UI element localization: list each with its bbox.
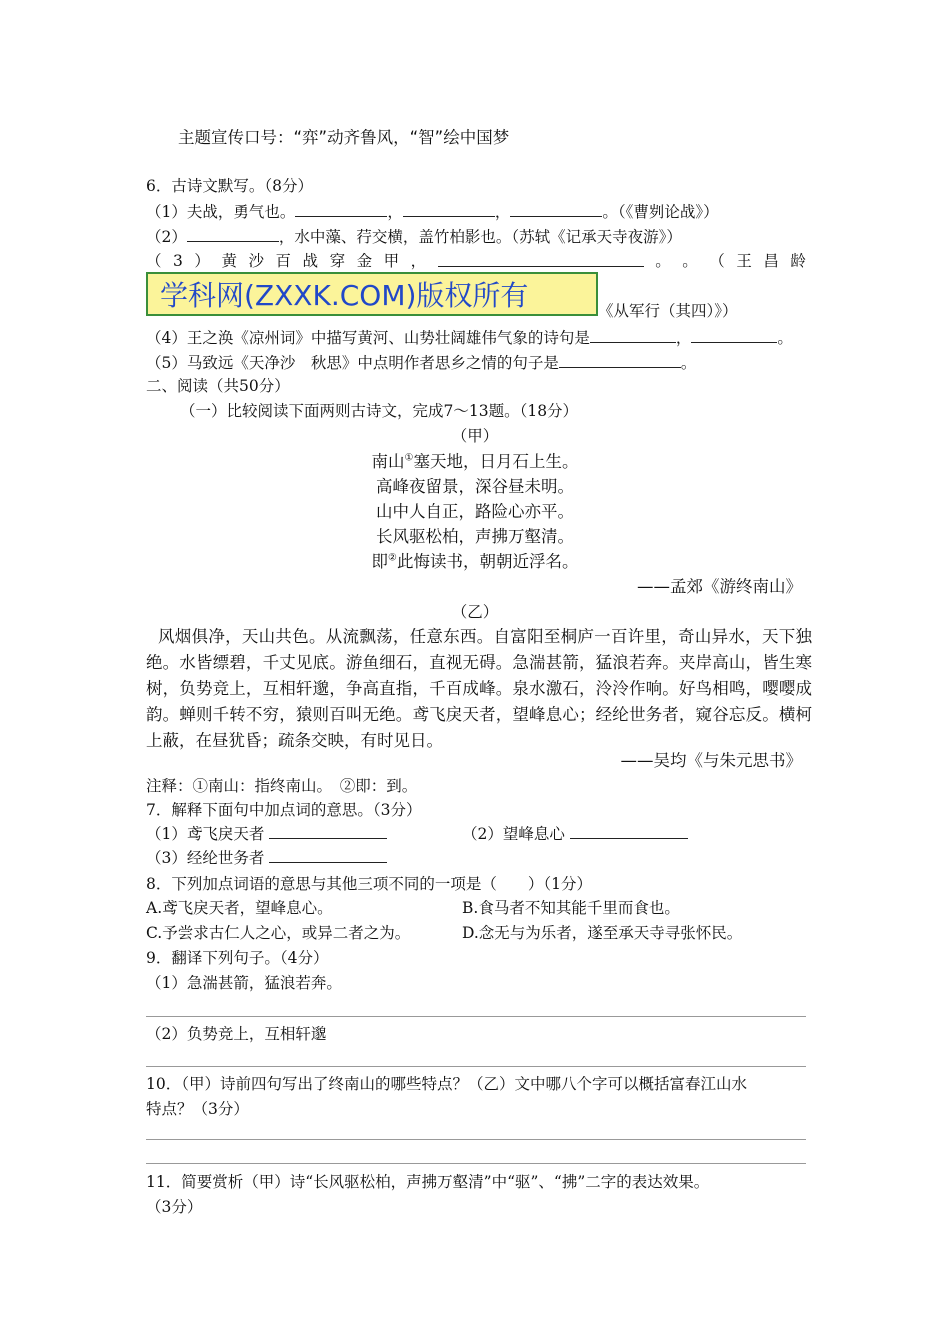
yi-label: （乙） [451,603,499,621]
q11-line2: （3分） [146,1198,203,1216]
blank[interactable] [295,201,387,217]
blank[interactable] [570,823,688,839]
watermark-banner: 学科网(ZXXK.COM)版权所有 [146,272,598,316]
section2-title: 二、阅读（共50分） [146,377,290,395]
jia-line1: 南山①塞天地，日月石上生。 [371,452,579,471]
jia-line5: 即②此悔读书，朝朝近浮名。 [371,552,579,571]
answer-line[interactable] [146,1066,806,1067]
jia-author: ——孟郊《游终南山》 [637,577,802,596]
answer-line[interactable] [146,1163,806,1164]
q8-title: 8．下列加点词语的意思与其他三项不同的一项是（ ）（1分） [146,875,592,893]
q8-option-a[interactable]: A.鸢飞戾天者，望峰息心。 [146,899,333,917]
blank[interactable] [510,201,602,217]
q8-option-c[interactable]: C.予尝求古仁人之心，或异二者之为。 [146,924,411,942]
answer-line[interactable] [146,1016,806,1017]
slogan: 主题宣传口号：“弈”动齐鲁风，“智”绘中国梦 [178,128,510,147]
blank[interactable] [187,226,279,242]
jia-line4: 长风驱松柏，声拂万壑清。 [376,527,574,546]
yi-text: 风烟俱净，天山共色。从流飘荡，任意东西。自富阳至桐庐一百许里，奇山异水，天下独绝。水皆缥碧，千丈见底。游鱼细石，直视无碍。急湍甚箭，猛浪若奔。夹岸高山，皆生寒树，负势竞上，互相轩邈，争高直指，千百成峰。泉水激石，泠泠作响。好鸟相鸣，嘤嘤成韵。蝉则千转不穷，猿则百叫无绝。鸢飞戾天者，望峰息心；经纶世务者，窥谷忘反。横柯上蔽，在昼犹昏；疏条交映，有时见日。 [146,627,812,750]
q9-item2: （2）负势竞上，互相轩邈 [146,1025,327,1043]
q9-item1: （1）急湍甚箭，猛浪若奔。 [146,974,342,992]
q6-title: 6．古诗文默写。（8分） [146,177,313,195]
q7-item3: （3）经纶世务者 [146,847,387,868]
q7-item2: （2）望峰息心 [462,823,688,844]
q6-line2: （2） ，水中藻、荇交横，盖竹柏影也。（苏轼《记承天寺夜游》） [146,228,682,246]
answer-line[interactable] [146,1139,806,1140]
jia-label: （甲） [451,427,499,445]
blank[interactable] [438,251,644,267]
footnote-mark: ① [404,452,414,464]
blank[interactable] [269,823,387,839]
notes [146,776,417,796]
q6-line1: （1）夫战，勇气也。 ， ， 。（《曹刿论战》） [146,203,719,221]
yi-author: ——吴均《与朱元思书》 [620,751,802,770]
blank[interactable] [559,352,681,368]
jia-line2: 高峰夜留景，深谷昼未明。 [376,477,574,496]
q6-line5: （5）马致远《天净沙 秋思》中点明作者思乡之情的句子是 。 [146,354,697,372]
q7-item1: （1）鸢飞戾天者 [146,823,387,844]
blank[interactable] [590,327,676,343]
footnote-mark: ② [388,552,397,564]
q6-line3: （ 3 ） 黄 沙 百 战 穿 金 甲 ， 。 。 （ 王 昌 龄 [146,252,806,270]
blank[interactable] [691,327,777,343]
q9-title: 9．翻译下列句子。（4分） [146,949,329,967]
q7-title: 7．解释下面句中加点词的意思。（3分） [146,801,422,819]
q10-line1: 10．（甲）诗前四句写出了终南山的哪些特点？（乙）文中哪八个字可以概括富春江山水 [146,1075,747,1093]
q8-option-d[interactable]: D.念无与为乐者，遂至承天寺寻张怀民。 [462,924,743,942]
jia-line3: 山中人自正，路险心亦平。 [376,502,574,521]
q8-option-b[interactable]: B.食马者不知其能千里而食也。 [462,899,680,917]
notes-text: ①南山：指终南山。 ②即：到。 [192,777,418,795]
blank[interactable] [269,847,387,863]
blank[interactable] [403,201,495,217]
q6-line3-source: 《从军行（其四）》） [598,302,738,320]
q10-line2: 特点？（3分） [146,1100,249,1118]
section2-intro: （一）比较阅读下面两则古诗文，完成7～13题。（18分） [180,402,579,420]
notes-label: 注释： [146,777,193,795]
q6-line4: （4）王之涣《凉州词》中描写黄河、山势壮阔雄伟气象的诗句是 ， 。 [146,329,793,347]
q11-line1: 11．简要赏析（甲）诗“长风驱松柏，声拂万壑清”中“驱”、“拂”二字的表达效果。 [146,1173,710,1191]
